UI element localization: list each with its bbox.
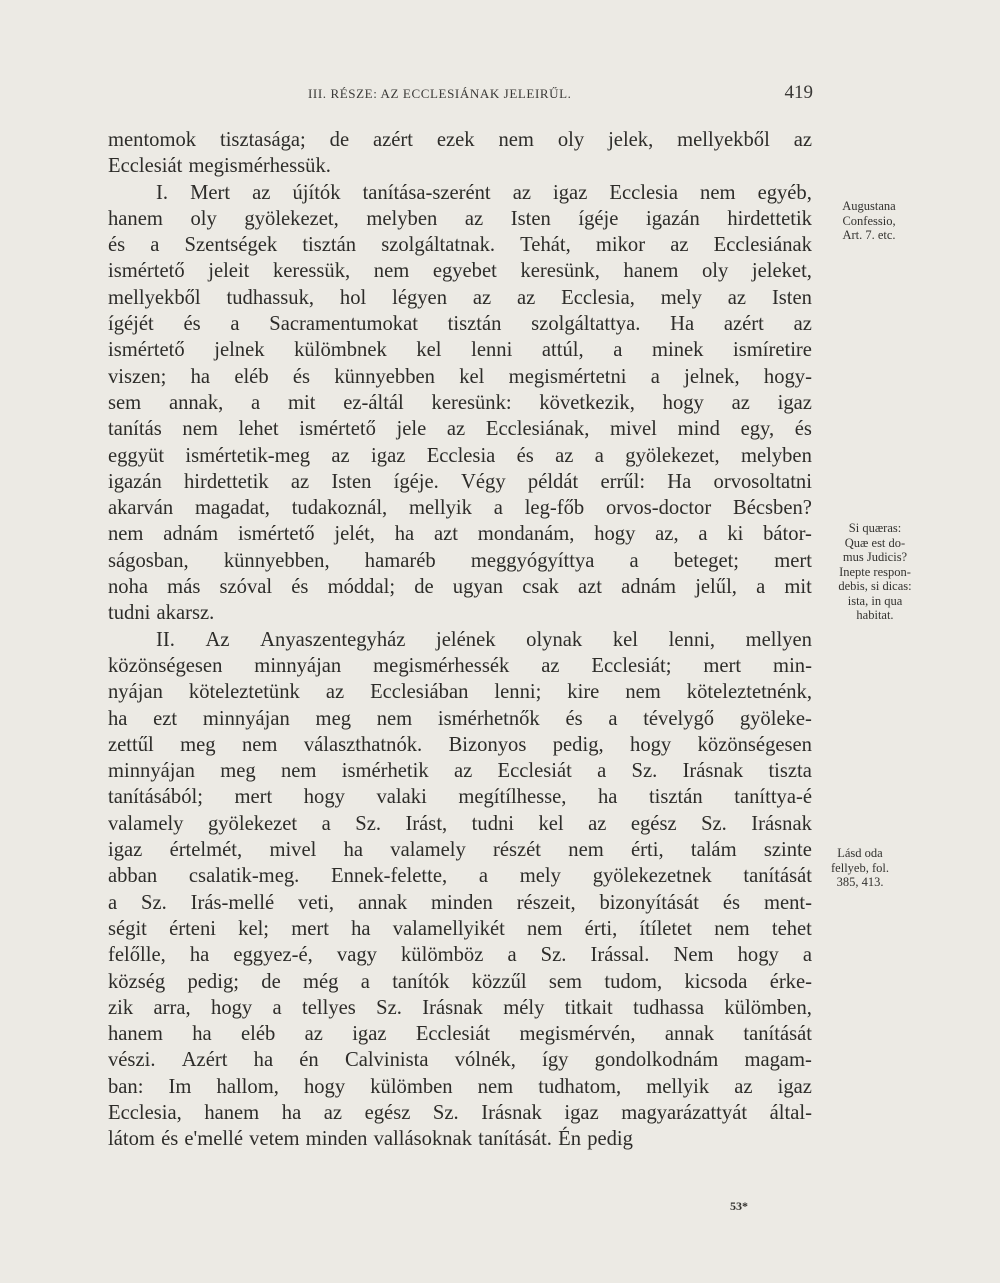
page-number: 419 <box>784 82 813 103</box>
signature-mark: 53* <box>730 1199 748 1213</box>
text-line: ha ezt minnyájan meg nem ismérhetnők és a tévelygő gyöleke- <box>108 707 812 730</box>
margin-note-lasd-oda <box>818 846 902 890</box>
margin-note-line: ista, in qua <box>847 593 903 608</box>
margin-note-line: Quæ est do- <box>844 535 906 550</box>
running-head: III. RÉSZE: AZ ECCLESIÁNAK JELEIRŰL. <box>308 86 572 101</box>
text-line: igaz értelmét, mivel ha valamely részét nem érti, talám szinte <box>108 839 812 862</box>
text-line: sem annak, a mit ez-áltál keresünk: következik, hogy az igaz <box>108 391 812 414</box>
margin-note-line: Augustana <box>842 199 896 213</box>
text-line: zik arra, hogy a tellyes Sz. Irásnak mély titkait tudhassa külömben, <box>108 996 812 1019</box>
text-line: felőlle, ha eggyez-é, vagy külömböz a Sz. Irással. Nem hogy a <box>108 944 812 967</box>
text-line: tanítás nem lehet ismértető jele az Ecclesiának, mivel mind egy, és <box>108 418 812 441</box>
text-line: hanem ha eléb az igaz Ecclesiát megismérvén, annak tanítását <box>108 1023 812 1046</box>
text-line: zettűl meg nem választhatnók. Bizonyos pedig, hogy közönségesen <box>108 733 812 756</box>
text-line: tanításából; mert hogy valaki megítílhesse, ha tisztán taníttya-é <box>108 786 812 809</box>
text-line: a Sz. Irás-mellé veti, annak minden részeit, bizonyítását és ment- <box>108 891 812 914</box>
margin-note-line: Inepte respon- <box>839 564 911 579</box>
text-line: II. Az Anyaszentegyház jelének olynak kel lenni, mellyen <box>156 628 812 651</box>
margin-note-si-quaeras <box>816 521 934 623</box>
text-line: abban csalatik-meg. Ennek-felette, a mely gyölekezetnek tanítását <box>108 865 812 888</box>
margin-note-line: debis, si dicas: <box>838 579 912 593</box>
page-header <box>108 82 813 106</box>
text-line: vészi. Azért ha én Calvinista vólnék, így gondolkodnám magam- <box>108 1049 812 1072</box>
margin-note-augustana <box>826 199 912 243</box>
body-text <box>108 127 812 1153</box>
text-line: ságosban, künnyebben, hamaréb meggyógyíttya a beteget; mert <box>108 549 812 572</box>
text-line: nem adnám ismértető jelét, ha azt mondanám, hogy az, a ki bátor- <box>108 523 812 546</box>
text-line: látom és e'mellé vetem minden vallásoknak tanítását. Én pedig <box>108 1128 633 1151</box>
text-line: ismértető jelnek külömbnek kel lenni attúl, a minek ismíretire <box>108 339 812 362</box>
margin-note-line: Confessio, <box>842 213 896 228</box>
text-line: ségit érteni kel; mert ha valamellyikét nem érti, ítíletet nem tehet <box>108 917 812 940</box>
text-line: viszen; ha eléb és künnyebben kel megismértetni a jelnek, hogy- <box>108 365 812 388</box>
margin-note-line: Si quæras: <box>848 521 902 535</box>
text-line: hanem oly gyölekezet, melyben az Isten ígéje igazán hirdettetik <box>108 207 812 230</box>
margin-note-line: habitat. <box>856 608 894 622</box>
text-line: ismértető jeleit keressük, nem egyebet keresünk, hanem oly jeleket, <box>108 260 812 283</box>
margin-note-line: Lásd oda <box>837 846 883 860</box>
text-line: község pedig; de még a tanítók közzűl sem tudom, kicsoda érke- <box>108 970 812 993</box>
text-line: tudni akarsz. <box>108 602 215 625</box>
text-line: akarván magadat, tudakoznál, mellyik a leg-főb orvos-doctor Bécsben? <box>108 497 812 520</box>
text-line: mellyekből tudhassuk, hol légyen az az Ecclesia, mely az Isten <box>108 286 812 309</box>
text-line: I. Mert az újítók tanítása-szerént az igaz Ecclesia nem egyéb, <box>156 181 812 204</box>
text-line: valamely gyölekezet a Sz. Irást, tudni kel az egész Sz. Irásnak <box>108 812 812 835</box>
text-line: és a Szentségek tisztán szolgáltatnak. Tehát, mikor az Ecclesiának <box>108 234 812 257</box>
text-line: eggyüt ismértetik-meg az igaz Ecclesia és az a gyölekezet, melyben <box>108 444 812 467</box>
text-line: nyájan köteleztetünk az Ecclesiában lenni; kire nem köteleztetnénk, <box>108 681 812 704</box>
text-line: ígéjét és a Sacramentumokat tisztán szolgáltattya. Ha azért az <box>108 313 812 336</box>
text-line: közönségesen minnyájan megismérhessék az Ecclesiát; mert min- <box>108 654 812 677</box>
text-line: Ecclesiát megismérhessük. <box>108 155 331 178</box>
margin-note-line: 385, 413. <box>836 875 884 889</box>
text-line: mentomok tisztasága; de azért ezek nem oly jelek, mellyekből az <box>108 129 812 151</box>
margin-note-line: Art. 7. etc. <box>842 228 896 242</box>
text-line: minnyájan meg nem ismérhetik az Ecclesiát a Sz. Irásnak tiszta <box>108 760 812 783</box>
text-line: noha más szóval és móddal; de ugyan csak azt adnám jelűl, a mit <box>108 576 812 599</box>
margin-note-line: fellyeb, fol. <box>831 860 889 875</box>
margin-note-line: mus Judicis? <box>842 550 908 564</box>
text-line: ban: Im hallom, hogy külömben nem tudhatom, mellyik az igaz <box>108 1075 812 1098</box>
text-line: Ecclesia, hanem ha az egész Sz. Irásnak igaz magyarázattyát által- <box>108 1101 812 1124</box>
text-line: igazán hirdettetik az Isten ígéje. Végy példát errűl: Ha orvosoltatni <box>108 470 812 493</box>
